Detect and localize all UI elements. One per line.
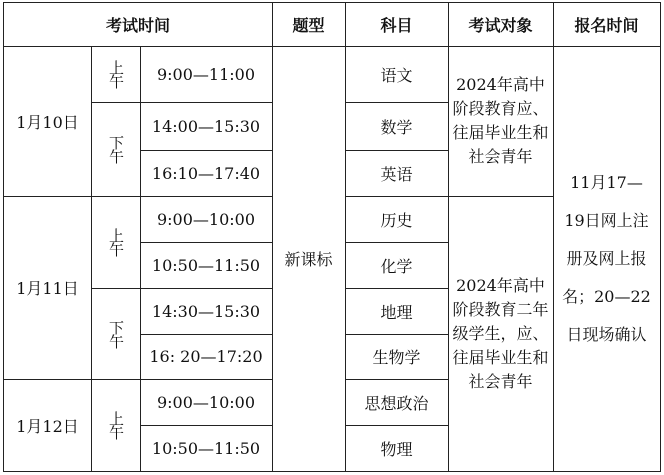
exam-type: 新课标	[284, 250, 333, 269]
period-am: 上午	[107, 411, 125, 439]
registration-time: 11月17—19日网上注册及网上报名；20—22日现场确认	[562, 172, 651, 344]
header-target: 考试对象	[468, 16, 533, 35]
header-registration: 报名时间	[574, 16, 639, 35]
time-slot: 16:10—17:40	[151, 163, 261, 183]
period-pm: 下午	[107, 135, 125, 163]
subject-cell: 语文	[380, 65, 413, 85]
period-pm: 下午	[107, 319, 125, 348]
subject-cell: 化学	[380, 256, 413, 276]
time-slot: 14:00—15:30	[151, 116, 261, 136]
date-cell: 1月10日	[16, 112, 79, 132]
time-slot: 9:00—10:00	[156, 209, 256, 229]
period-am: 上午	[107, 60, 125, 88]
date-cell: 1月11日	[16, 279, 79, 298]
period-am: 上午	[107, 228, 125, 256]
target-cell: 2024年高中阶段教育二年级学生，应、往届毕业生和社会青年	[452, 275, 549, 391]
target-cell: 2024年高中阶段教育应、往届毕业生和社会青年	[452, 75, 549, 166]
subject-cell: 历史	[380, 210, 413, 230]
time-slot: 10:50—11:50	[151, 438, 261, 458]
time-slot: 14:30—15:30	[151, 301, 261, 321]
header-exam-time: 考试时间	[105, 16, 170, 35]
time-slot: 9:00—11:00	[156, 64, 256, 84]
subject-cell: 思想政治	[364, 393, 429, 413]
exam-schedule-table	[3, 2, 661, 472]
subject-cell: 生物学	[372, 348, 421, 367]
subject-cell: 英语	[380, 164, 413, 184]
date-cell: 1月12日	[16, 416, 79, 436]
subject-cell: 物理	[380, 439, 413, 459]
header-type: 题型	[292, 16, 325, 35]
time-slot: 16: 20—17:20	[149, 347, 263, 366]
time-slot: 10:50—11:50	[151, 255, 261, 275]
subject-cell: 地理	[380, 302, 413, 322]
time-slot: 9:00—10:00	[156, 392, 256, 412]
subject-cell: 数学	[380, 117, 413, 137]
header-subject: 科目	[380, 16, 413, 35]
